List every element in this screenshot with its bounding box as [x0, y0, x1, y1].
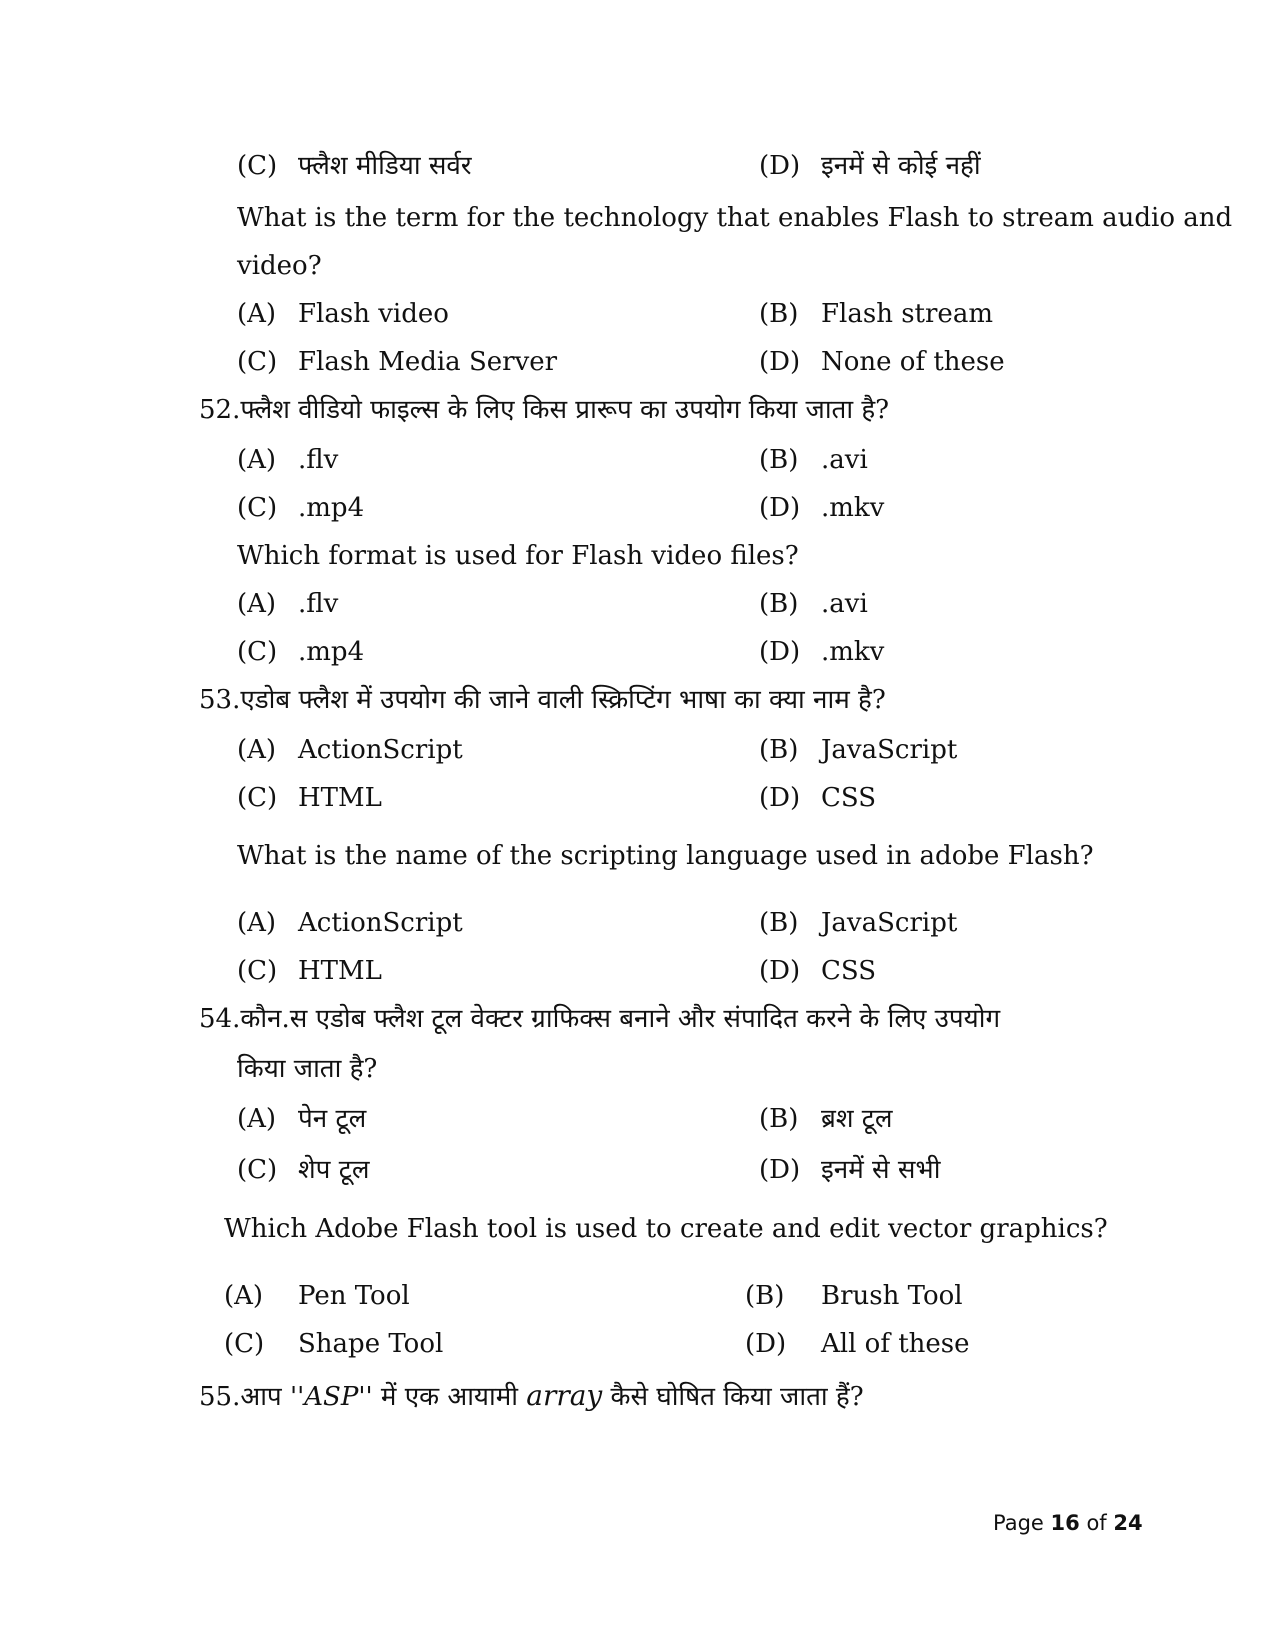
option-label: (A) [237, 1104, 277, 1134]
page-number [993, 1510, 1143, 1536]
option-label: (C) [237, 347, 278, 377]
option-text: .flv [298, 445, 339, 475]
option-label: (B) [759, 735, 799, 765]
option-text: None of these [821, 347, 1005, 377]
option-text: Flash Media Server [298, 347, 558, 377]
option-label: (B) [759, 908, 799, 938]
option-label: (B) [759, 299, 799, 329]
question-suffix: कैसे घोषित किया जाता हैं? [602, 1382, 864, 1412]
option-label: (D) [759, 783, 801, 813]
option-text: ActionScript [298, 735, 463, 765]
option-text: ActionScript [298, 908, 463, 938]
option-label: (C) [237, 493, 278, 523]
question-text: 54.कौन.स एडोब फ्लैश टूल वेक्टर ग्राफिक्स बनाने और संपादित करने के लिए उपयोग [199, 1004, 1001, 1034]
option-label: (D) [759, 1155, 801, 1185]
question-text: Which Adobe Flash tool is used to create and edit vector graphics? [224, 1214, 1108, 1244]
option-label: (C) [237, 151, 278, 181]
asp-term: ''ASP'' [289, 1382, 373, 1412]
total-pages: 24 [1113, 1511, 1143, 1535]
option-label: (C) [237, 1155, 278, 1185]
option-text: इनमें से कोई नहीं [821, 151, 981, 181]
option-label: (D) [759, 956, 801, 986]
option-label: (D) [745, 1329, 787, 1359]
option-text: .mp4 [298, 493, 365, 523]
option-label: (C) [237, 783, 278, 813]
option-text: .mkv [821, 637, 885, 667]
question-text: किया जाता है? [237, 1054, 378, 1084]
option-label: (A) [237, 299, 277, 329]
option-text: HTML [298, 956, 382, 986]
option-text: CSS [821, 783, 877, 813]
array-term: array [526, 1379, 603, 1412]
option-label: (D) [759, 151, 801, 181]
option-text: शेप टूल [298, 1155, 370, 1185]
question-text: What is the name of the scripting language used in adobe Flash? [237, 841, 1094, 871]
option-text: HTML [298, 783, 382, 813]
option-label: (D) [759, 347, 801, 377]
option-label: (B) [745, 1281, 785, 1311]
option-text: JavaScript [821, 908, 958, 938]
option-label: (C) [237, 637, 278, 667]
option-label: (B) [759, 445, 799, 475]
option-label: (A) [237, 735, 277, 765]
question-text: 52.फ्लैश वीडियो फाइल्स के लिए किस प्रारूप का उपयोग किया जाता है? [199, 395, 890, 425]
question-mid: में एक आयामी [372, 1382, 527, 1412]
question-text: What is the term for the technology that enables Flash to stream audio and [237, 203, 1233, 233]
option-label: (B) [759, 589, 799, 619]
option-text: Flash video [298, 299, 449, 329]
option-text: JavaScript [821, 735, 958, 765]
option-text: .mp4 [298, 637, 365, 667]
option-label: (B) [759, 1104, 799, 1134]
question-text: Which format is used for Flash video files? [237, 541, 799, 571]
option-text: .avi [821, 589, 868, 619]
option-label: (C) [237, 956, 278, 986]
option-text: .flv [298, 589, 339, 619]
option-text: Flash stream [821, 299, 993, 329]
question-text: video? [237, 251, 322, 281]
option-text: पेन टूल [298, 1104, 367, 1134]
option-text: .mkv [821, 493, 885, 523]
option-text: .avi [821, 445, 868, 475]
option-text: CSS [821, 956, 877, 986]
question-prefix: 55.आप [199, 1382, 290, 1412]
option-text: Brush Tool [821, 1281, 963, 1311]
option-text: Shape Tool [298, 1329, 444, 1359]
option-text: ब्रश टूल [821, 1104, 893, 1134]
option-label: (A) [237, 908, 277, 938]
option-text: फ्लैश मीडिया सर्वर [298, 151, 472, 181]
question-text: 53.एडोब फ्लैश में उपयोग की जाने वाली स्क्रिप्टिंग भाषा का क्या नाम है? [199, 685, 886, 715]
option-text: All of these [821, 1329, 970, 1359]
option-label: (C) [224, 1329, 265, 1359]
of-word: of [1086, 1511, 1107, 1535]
option-label: (D) [759, 493, 801, 523]
question-text [199, 1380, 864, 1413]
option-label: (A) [237, 445, 277, 475]
option-label: (A) [224, 1281, 264, 1311]
page-word: Page [993, 1511, 1044, 1535]
option-label: (D) [759, 637, 801, 667]
current-page: 16 [1050, 1511, 1080, 1535]
option-label: (A) [237, 589, 277, 619]
option-text: Pen Tool [298, 1281, 410, 1311]
option-text: इनमें से सभी [821, 1155, 941, 1185]
